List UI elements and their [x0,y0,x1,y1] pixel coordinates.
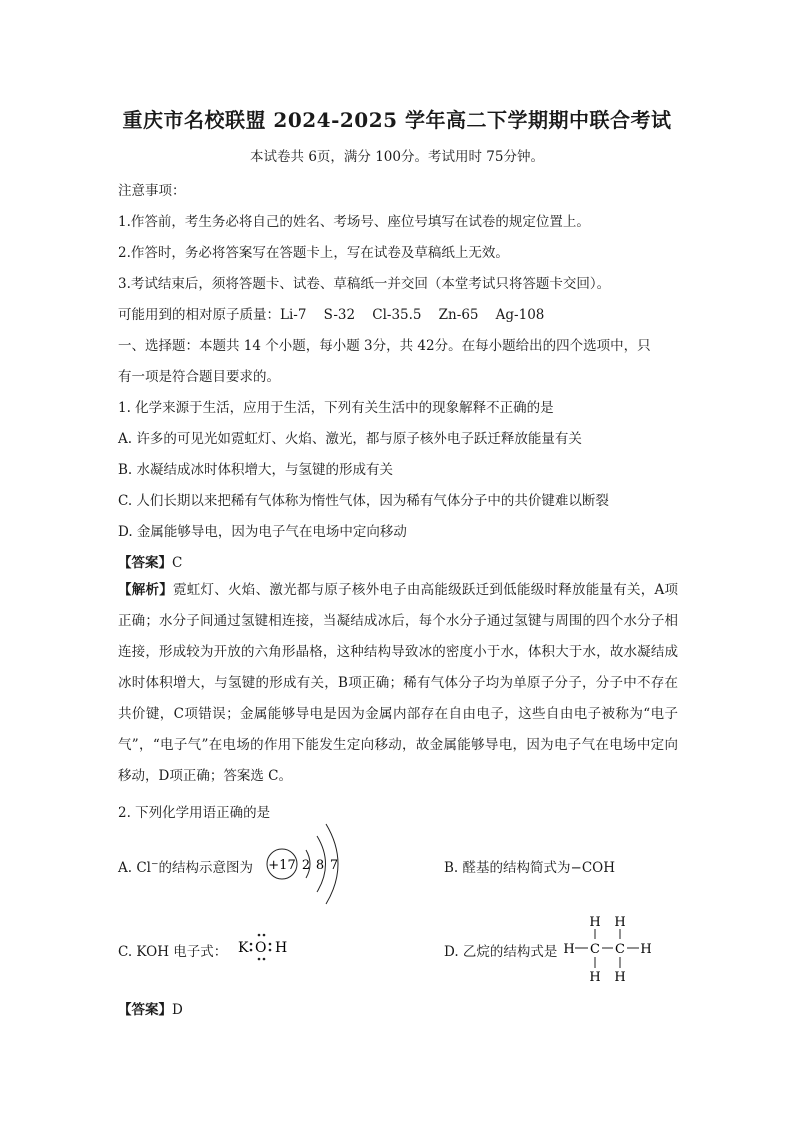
analysis-label: 【解析】 [118,582,174,598]
question-2-option-d [444,940,557,960]
shell-electrons-3: 7 [329,858,339,873]
question-1-option-c: C. 人们长期以来把稀有气体称为惰性气体，因为稀有气体分子中的共价键难以断裂 [118,493,609,509]
dot [263,934,266,937]
atom-h: H [614,915,626,930]
question-2-stem: 2. 下列化学用语正确的是 [118,805,271,821]
question-1-option-a: A. 许多的可见光如霓虹灯、火焰、激光，都与原子核外电子跃迁释放能量有关 [118,431,582,447]
question-1-option-b: B. 水凝结成冰时体积增大，与氢键的形成有关 [118,462,394,478]
dot [258,934,261,937]
symbol-O: O [255,940,267,956]
atom-h: H [614,970,626,985]
note-item-2: 2.作答时，务必将答案写在答题卡上，写在试卷及草稿纸上无效。 [118,245,509,261]
shell-electrons-2: 8 [315,858,325,873]
atom-c: C [590,942,600,957]
answer-value: C [172,555,183,571]
ethane-structural-formula [563,912,655,986]
question-1-option-d: D. 金属能够导电，因为电子气在电场中定向移动 [118,524,407,540]
atom-h: H [589,915,601,930]
symbol-H: H [275,940,288,956]
chlorine-ion-structure-diagram [262,822,362,910]
dot [250,943,253,946]
question-2-option-c [118,940,227,960]
question-2-answer [118,998,183,1018]
atom-h: H [589,970,601,985]
option-d-text: D. 乙烷的结构式是 [444,944,558,960]
koh-electron-dot-formula [236,932,296,964]
option-a-prefix: A. Cl [118,860,151,876]
note-item-1: 1.作答前，考生务必将自己的姓名、考场号、座位号填写在试卷的规定位置上。 [118,214,590,230]
dot [250,949,253,952]
answer-value: D [172,1002,183,1018]
nucleus-charge: +17 [268,858,296,873]
page-subtitle: 本试卷共 6页，满分 100分。考试用时 75分钟。 [250,149,544,165]
symbol-K: K [238,940,249,956]
question-1-analysis [118,575,678,792]
option-a-text: 的结构示意图为 [158,860,254,876]
option-c-text: C. KOH 电子式： [118,944,228,960]
question-1-stem: 1. 化学来源于生活，应用于生活，下列有关生活中的现象解释不正确的是 [118,400,554,416]
section-intro-line2: 有一项是符合题目要求的。 [118,369,280,385]
dot [258,958,261,961]
option-a-charge: − [150,859,159,870]
atom-c: C [615,942,625,957]
section-intro-line1: 一、选择题：本题共 14 个小题，每小题 3分，共 42分。在每小题给出的四个选项中，只 [118,338,651,354]
question-2-option-a [118,856,253,876]
note-item-3: 3.考试结束后，须将答题卡、试卷、草稿纸一并交回（本堂考试只将答题卡交回）。 [118,276,611,292]
question-1-answer [118,551,182,571]
answer-label: 【答案】 [118,1002,172,1018]
shell-electrons-1: 2 [301,858,311,873]
dot [269,943,272,946]
dot [269,949,272,952]
atomic-masses: 可能用到的相对原子质量：Li-7 S-32 Cl-35.5 Zn-65 Ag-108 [118,307,545,323]
dot [263,958,266,961]
page-title: 重庆市名校联盟 2024-2025 学年高二下学期期中联合考试 [122,108,672,132]
option-b-text: B. 醛基的结构简式为 [444,860,571,876]
notes-heading: 注意事项： [118,183,186,199]
atom-h: H [563,942,575,957]
analysis-text: 霓虹灯、火焰、激光都与原子核外电子由高能级跃迁到低能级时释放能量有关，A项正确；水分子间通过氢键相连接，当凝结成冰后，每个水分子通过氢键与周围的四个水分子相连接，形成较为开放的六角形晶格，这种结构导致冰的密度小于水，体积大于水，故水凝结成冰时体积增大，与氢键的形成有关，B项正确；稀有气体分子均为单原子分子，分子中不存在共价键，C项错误；金属能够导电是因为金属内部存在自由电子，这些自由电子被称为“电子气”，“电子气”在电场的作用下能发生定向移动，故金属能够导电，因为电子气在电场中定向移动，D项正确；答案选 C。 [118,582,679,784]
answer-label: 【答案】 [118,555,172,571]
aldehyde-formula: −COH [570,860,615,876]
question-2-option-b [444,856,615,876]
atom-h: H [640,942,652,957]
